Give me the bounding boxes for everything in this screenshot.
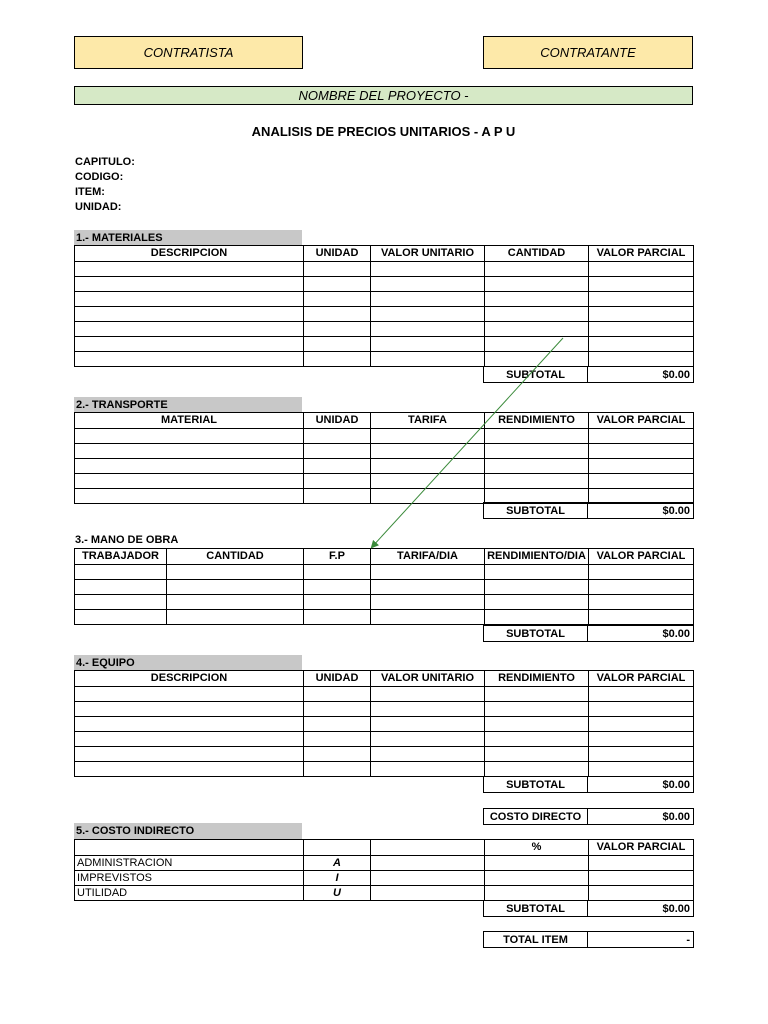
contratante-label: CONTRATANTE: [540, 45, 636, 60]
page-title: ANALISIS DE PRECIOS UNITARIOS - A P U: [251, 124, 516, 139]
subtotal-value: $0.00: [588, 367, 694, 383]
col-descripcion: DESCRIPCION: [75, 671, 304, 687]
mano-obra-title: 3.- MANO DE OBRA: [75, 534, 179, 546]
codigo-label: CODIGO:: [75, 171, 124, 183]
subtotal-label: SUBTOTAL: [484, 777, 588, 793]
subtotal-label: SUBTOTAL: [484, 626, 588, 642]
utilidad-symbol: U: [304, 886, 371, 901]
col-valor-unitario: VALOR UNITARIO: [371, 246, 485, 262]
col-valor-unitario: VALOR UNITARIO: [371, 671, 485, 687]
administracion-label: ADMINISTRACION: [75, 856, 304, 871]
col-tarifa: TARIFA: [371, 413, 485, 429]
costo-directo-label: COSTO DIRECTO: [484, 809, 588, 825]
project-name: NOMBRE DEL PROYECTO -: [298, 88, 469, 103]
materiales-title: 1.- MATERIALES: [74, 230, 302, 245]
total-item-value: -: [588, 932, 694, 948]
col-valor-parcial: VALOR PARCIAL: [589, 549, 694, 565]
col-material: MATERIAL: [75, 413, 304, 429]
col-trabajador: TRABAJADOR: [75, 549, 167, 565]
contratista-label: CONTRATISTA: [143, 45, 234, 60]
total-item-label: TOTAL ITEM: [484, 932, 588, 948]
col-rendimiento-dia: RENDIMIENTO/DIA: [485, 549, 589, 565]
transporte-title: 2.- TRANSPORTE: [74, 397, 302, 412]
subtotal-value: $0.00: [588, 901, 694, 917]
subtotal-label: SUBTOTAL: [484, 367, 588, 383]
subtotal-value: $0.00: [588, 777, 694, 793]
unidad-label: UNIDAD:: [75, 201, 122, 213]
costo-indirecto-title: 5.- COSTO INDIRECTO: [74, 823, 302, 839]
subtotal-value: $0.00: [588, 503, 694, 519]
subtotal-label: SUBTOTAL: [484, 901, 588, 917]
col-fp: F.P: [304, 549, 371, 565]
col-unidad: UNIDAD: [304, 671, 371, 687]
subtotal-label: SUBTOTAL: [484, 503, 588, 519]
col-cantidad: CANTIDAD: [485, 246, 589, 262]
col-valor-parcial: VALOR PARCIAL: [589, 246, 694, 262]
col-unidad: UNIDAD: [304, 413, 371, 429]
col-valor-parcial: VALOR PARCIAL: [589, 413, 694, 429]
utilidad-label: UTILIDAD: [75, 886, 304, 901]
col-cantidad: CANTIDAD: [167, 549, 304, 565]
col-valor-parcial: VALOR PARCIAL: [589, 840, 694, 856]
col-tarifa-dia: TARIFA/DIA: [371, 549, 485, 565]
col-valor-parcial: VALOR PARCIAL: [589, 671, 694, 687]
col-descripcion: DESCRIPCION: [75, 246, 304, 262]
equipo-title: 4.- EQUIPO: [74, 655, 302, 670]
costo-directo-value: $0.00: [588, 809, 694, 825]
col-rendimiento: RENDIMIENTO: [485, 671, 589, 687]
subtotal-value: $0.00: [588, 626, 694, 642]
capitulo-label: CAPITULO:: [75, 156, 135, 168]
administracion-symbol: A: [304, 856, 371, 871]
arrow-connector: [372, 338, 563, 547]
col-unidad: UNIDAD: [304, 246, 371, 262]
imprevistos-symbol: I: [304, 871, 371, 886]
col-percent: %: [485, 840, 589, 856]
item-label: ITEM:: [75, 186, 105, 198]
imprevistos-label: IMPREVISTOS: [75, 871, 304, 886]
col-rendimiento: RENDIMIENTO: [485, 413, 589, 429]
